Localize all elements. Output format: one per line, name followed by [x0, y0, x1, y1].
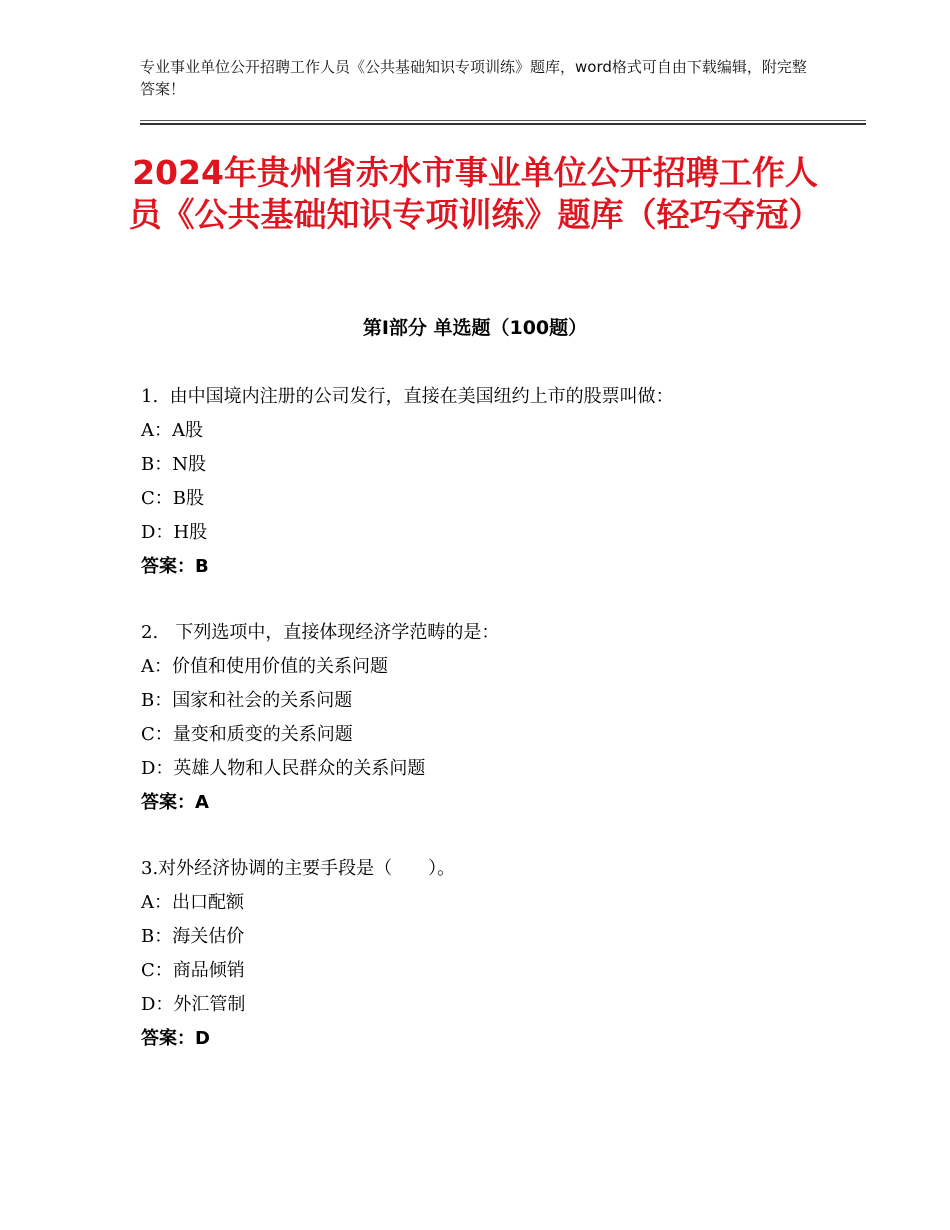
- option-a: A：价值和使用价值的关系问题: [141, 656, 388, 677]
- option-d: D：英雄人物和人民群众的关系问题: [141, 758, 426, 779]
- question-2: [141, 616, 861, 820]
- question-3: [141, 852, 861, 1056]
- answer-line: 答案：A: [141, 792, 209, 813]
- option-d: D：H股: [141, 522, 208, 543]
- option-c: C：量变和质变的关系问题: [141, 724, 353, 745]
- option-d: D：外汇管制: [141, 994, 246, 1015]
- option-a: A：A股: [141, 420, 203, 441]
- section-title: 第Ⅰ部分 单选题（100题）: [362, 317, 588, 339]
- option-c: C：商品倾销: [141, 960, 245, 981]
- question-stem: 2. 下列选项中，直接体现经济学范畴的是：: [141, 622, 500, 643]
- header-rule-thick: [140, 123, 866, 125]
- option-b: B：N股: [141, 454, 206, 475]
- question-1: [141, 380, 861, 584]
- question-list: [141, 380, 861, 1088]
- answer-line: 答案：D: [141, 1028, 210, 1049]
- option-b: B：国家和社会的关系问题: [141, 690, 353, 711]
- option-a: A：出口配额: [141, 892, 244, 913]
- option-b: B：海关估价: [141, 926, 245, 947]
- option-c: C：B股: [141, 488, 204, 509]
- header-note: 专业事业单位公开招聘工作人员《公共基础知识专项训练》题库，word格式可自由下载编辑，附完整答案！: [140, 58, 807, 98]
- header-rule-thin: [140, 120, 866, 121]
- answer-line: 答案：B: [141, 556, 209, 577]
- question-stem: 3.对外经济协调的主要手段是（ ）。: [141, 858, 456, 879]
- document-title: 2024年贵州省赤水市事业单位公开招聘工作人员《公共基础知识专项训练》题库（轻巧夺冠）: [128, 153, 822, 234]
- question-stem: 1. 由中国境内注册的公司发行，直接在美国纽约上市的股票叫做：: [141, 386, 674, 407]
